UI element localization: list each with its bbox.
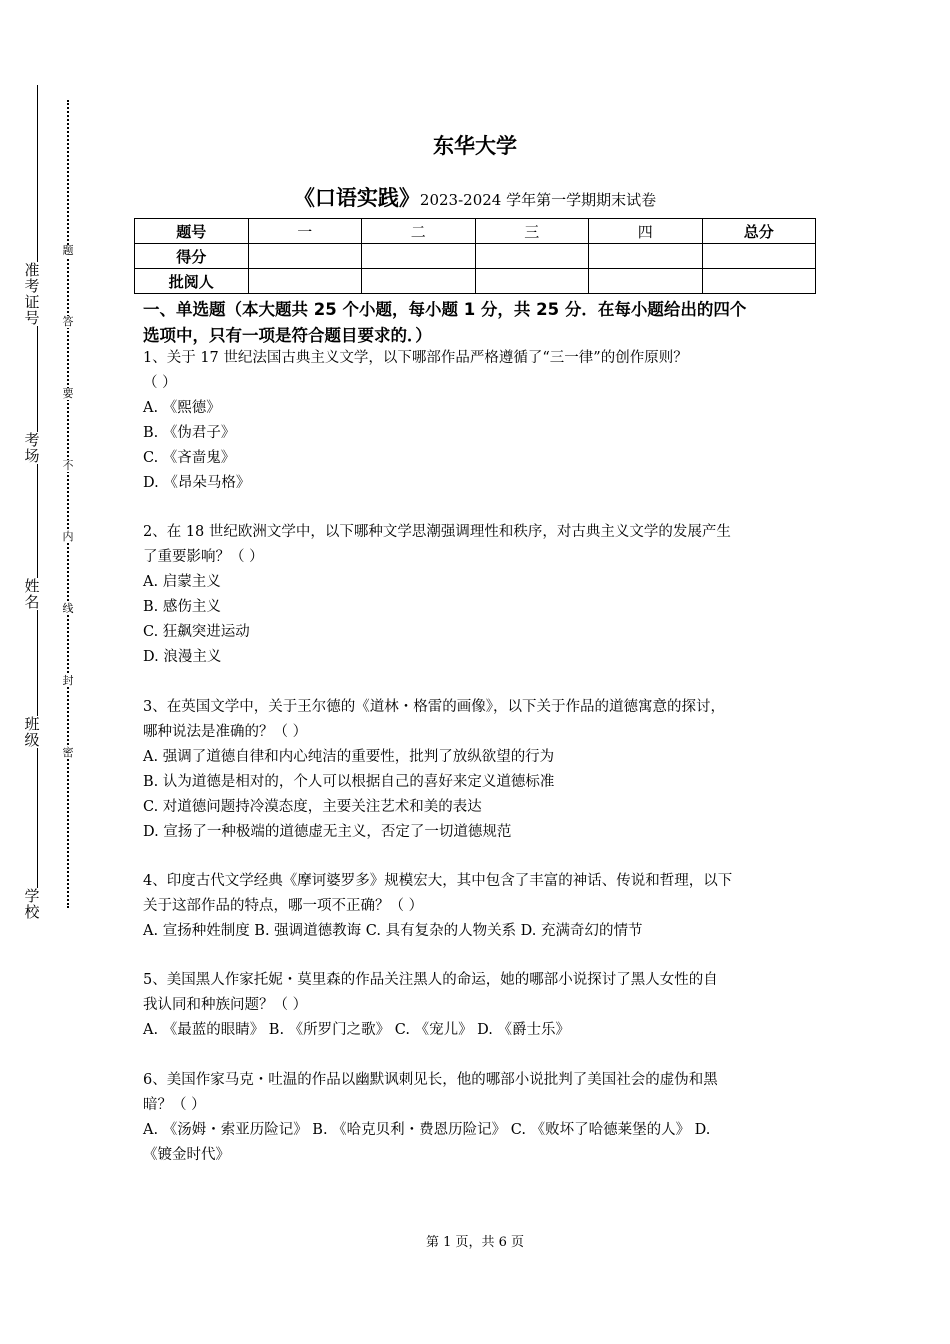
- question-1: [143, 346, 811, 496]
- score-table-header-row: [135, 219, 816, 244]
- question-text: 我认同和种族问题？（ ）: [143, 997, 308, 1013]
- section-heading-line: 一、单选题（本大题共 25 个小题，每小题 1 分，共 25 分．在每小题给出的四个: [143, 300, 747, 319]
- option: C. 狂飙突进运动: [143, 624, 250, 640]
- question-4: [143, 869, 811, 944]
- seal-char: 线: [62, 602, 74, 615]
- score-cell: [589, 244, 703, 269]
- score-cell: [475, 244, 589, 269]
- question-text: （ ）: [143, 375, 177, 391]
- question-text: 3、在英国文学中，关于王尔德的《道林・格雷的画像》，以下关于作品的道德寓意的探讨，: [143, 699, 725, 715]
- option: A. 《汤姆・索亚历险记》 B. 《哈克贝利・费恩历险记》 C. 《败坏了哈德莱堡的人》 D.: [143, 1122, 711, 1138]
- reviewer-cell: [362, 269, 476, 294]
- question-text: 哪种说法是准确的？（ ）: [143, 724, 308, 740]
- question-6: [143, 1068, 811, 1168]
- university-title: 东华大学: [433, 134, 517, 158]
- option: 《镀金时代》: [143, 1147, 230, 1163]
- score-cell: [362, 244, 476, 269]
- question-5: [143, 968, 811, 1043]
- row-label: 得分: [135, 244, 249, 269]
- header-cell: 三: [475, 219, 589, 244]
- seal-char: 封: [62, 674, 74, 687]
- seal-char: 密: [62, 746, 74, 759]
- exam-subtitle: [0, 182, 950, 212]
- option: C. 《吝啬鬼》: [143, 450, 236, 466]
- question-text: 关于这部作品的特点，哪一项不正确？（ ）: [143, 898, 424, 914]
- option: A. 《熙德》: [143, 400, 221, 416]
- reviewer-cell: [589, 269, 703, 294]
- question-3: [143, 695, 811, 845]
- binding-dotted-line: [67, 100, 69, 908]
- option: A. 《最蓝的眼睛》 B. 《所罗门之歌》 C. 《宠儿》 D. 《爵士乐》: [143, 1022, 571, 1038]
- question-text: 1、关于 17 世纪法国古典主义文学，以下哪部作品严格遵循了“三一律”的创作原则？: [143, 350, 688, 366]
- option: D. 宣扬了一种极端的道德虚无主义，否定了一切道德规范: [143, 824, 512, 840]
- header-cell: 题号: [135, 219, 249, 244]
- section-heading-line: 选项中，只有一项是符合题目要求的．）: [143, 326, 432, 345]
- option: C. 对道德问题持冷漠态度，主要关注艺术和美的表达: [143, 799, 482, 815]
- header-cell: 四: [589, 219, 703, 244]
- section-heading: [143, 297, 813, 349]
- seal-char: 要: [62, 387, 74, 400]
- option: D. 浪漫主义: [143, 649, 222, 665]
- score-row: [135, 244, 816, 269]
- course-name: 《口语实践》: [293, 186, 420, 210]
- question-2: [143, 520, 811, 670]
- option: A. 强调了道德自律和内心纯洁的重要性，批判了放纵欲望的行为: [143, 749, 555, 765]
- option: B. 认为道德是相对的，个人可以根据自己的喜好来定义道德标准: [143, 774, 555, 790]
- page-footer: 第 1 页，共 6 页: [425, 1235, 525, 1250]
- reviewer-cell: [702, 269, 816, 294]
- seal-char: 题: [62, 244, 74, 257]
- reviewer-cell: [475, 269, 589, 294]
- option: B. 《伪君子》: [143, 425, 236, 441]
- option: D. 《昂朵马格》: [143, 475, 251, 491]
- row-label: 批阅人: [135, 269, 249, 294]
- exam-term: 2023-2024 学年第一学期期末试卷: [419, 191, 657, 209]
- question-text: 5、美国黑人作家托妮・莫里森的作品关注黑人的命运，她的哪部小说探讨了黑人女性的自: [143, 972, 718, 988]
- margin-label-class: 班 级: [22, 716, 42, 748]
- seal-char: 内: [62, 530, 74, 543]
- header-cell: 二: [362, 219, 476, 244]
- question-text: 4、印度古代文学经典《摩诃婆罗多》规模宏大，其中包含了丰富的神话、传说和哲理，以下: [143, 873, 733, 889]
- seal-char: 不: [62, 459, 74, 472]
- option: B. 感伤主义: [143, 599, 221, 615]
- reviewer-cell: [248, 269, 362, 294]
- question-text: 2、在 18 世纪欧洲文学中，以下哪种文学思潮强调理性和秩序，对古典主义文学的发展产生: [143, 524, 731, 540]
- margin-label-exam-id: 准 考 证 号: [22, 262, 42, 326]
- margin-label-school: 学 校: [22, 888, 42, 920]
- question-text: 6、美国作家马克・吐温的作品以幽默讽刺见长，他的哪部小说批判了美国社会的虚伪和黑: [143, 1072, 718, 1088]
- question-text: 暗？（ ）: [143, 1097, 206, 1113]
- header-cell: 一: [248, 219, 362, 244]
- reviewer-row: [135, 269, 816, 294]
- question-text: 了重要影响？（ ）: [143, 549, 264, 565]
- header-cell: 总分: [702, 219, 816, 244]
- seal-char: 答: [62, 315, 74, 328]
- option: A. 启蒙主义: [143, 574, 221, 590]
- option: A. 宣扬种姓制度 B. 强调道德教诲 C. 具有复杂的人物关系 D. 充满奇幻的情节: [143, 923, 643, 939]
- score-table: [134, 218, 816, 294]
- score-cell: [248, 244, 362, 269]
- score-cell: [702, 244, 816, 269]
- margin-label-name: 姓 名: [22, 578, 42, 610]
- margin-label-exam-room: 考 场: [22, 432, 42, 464]
